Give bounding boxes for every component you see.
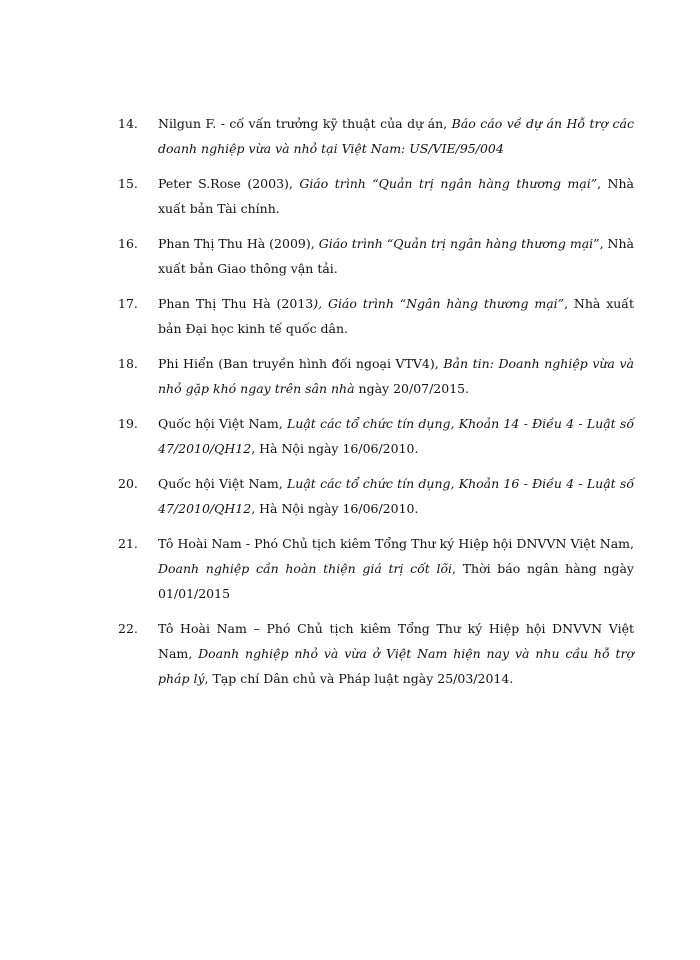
reference-segment: , Tạp chí Dân chủ và Pháp luật ngày 25/03/2014. [204, 671, 514, 686]
reference-item [118, 351, 634, 401]
reference-title: Giáo trình “Quản trị ngân hàng thương mại” [318, 236, 600, 251]
reference-segment: , Nhà xuất bản Giao thông vận tải. [158, 236, 634, 276]
reference-number: 19. [118, 416, 138, 431]
reference-title: Luật các tổ chức tín dụng, Khoản 16 - Điều 4 - Luật số 47/2010/QH12 [158, 476, 634, 516]
reference-text [158, 291, 634, 341]
reference-segment: Phan Thị Thu Hà (2009), [158, 236, 319, 251]
reference-title: Giáo trình “Quản trị ngân hàng thương mại” [299, 176, 598, 191]
reference-text [158, 351, 634, 401]
reference-number: 15. [118, 176, 138, 191]
reference-item [118, 411, 634, 461]
reference-segment: Nilgun F. - cố vấn trưởng kỹ thuật của dự án, [158, 116, 452, 131]
reference-number: 22. [118, 621, 138, 636]
reference-segment: Quốc hội Việt Nam, [158, 416, 287, 431]
reference-list [118, 111, 634, 701]
reference-text [158, 531, 634, 606]
reference-item [118, 111, 634, 161]
reference-segment: Tô Hoài Nam – Phó Chủ tịch kiêm Tổng Thư ký Hiệp hội DNVVN Việt Nam, [158, 621, 634, 661]
reference-title: Bản tin: Doanh nghiệp vừa và nhỏ gặp khó ngay trên sân nhà [158, 356, 634, 396]
reference-number: 18. [118, 356, 138, 371]
reference-item [118, 471, 634, 521]
reference-item [118, 616, 634, 691]
reference-text [158, 111, 634, 161]
reference-segment: , Hà Nội ngày 16/06/2010. [251, 501, 419, 516]
reference-segment: Tô Hoài Nam - Phó Chủ tịch kiêm Tổng Thư ký Hiệp hội DNVVN Việt Nam, [158, 536, 634, 551]
reference-segment: ngày 20/07/2015. [354, 381, 470, 396]
reference-text [158, 171, 634, 221]
reference-item [118, 171, 634, 221]
reference-number: 17. [118, 296, 138, 311]
reference-title: Báo cáo về dự án Hỗ trợ các doanh nghiệp vừa và nhỏ tại Việt Nam: US/VIE/95/004 [158, 116, 635, 156]
reference-segment: Peter S.Rose (2003), [158, 176, 300, 191]
reference-title: Doanh nghiệp nhỏ và vừa ở Việt Nam hiện nay và nhu cầu hỗ trợ pháp lý [158, 646, 634, 686]
reference-segment: , Hà Nội ngày 16/06/2010. [251, 441, 419, 456]
reference-text [158, 471, 634, 521]
reference-title: ), Giáo trình “Ngân hàng thương mại” [313, 296, 565, 311]
reference-segment: Phi Hiển (Ban truyền hình đối ngoại VTV4), [158, 356, 444, 371]
reference-segment: , Thời báo ngân hàng ngày 01/01/2015 [158, 561, 634, 601]
reference-item [118, 231, 634, 281]
reference-title: Luật các tổ chức tín dụng, Khoản 14 - Điều 4 - Luật số 47/2010/QH12 [158, 416, 634, 456]
reference-text [158, 231, 634, 281]
reference-item [118, 291, 634, 341]
reference-text [158, 411, 634, 461]
reference-number: 21. [118, 536, 138, 551]
reference-number: 20. [118, 476, 138, 491]
reference-title: Doanh nghiệp cần hoàn thiện giá trị cốt lõi [158, 561, 453, 576]
reference-number: 14. [118, 116, 138, 131]
reference-text [158, 616, 634, 691]
reference-segment: , Nhà xuất bản Đại học kinh tế quốc dân. [158, 296, 634, 336]
reference-number: 16. [118, 236, 138, 251]
reference-segment: , Nhà xuất bản Tài chính. [158, 176, 634, 216]
reference-segment: Quốc hội Việt Nam, [158, 476, 287, 491]
reference-item [118, 531, 634, 606]
reference-segment: Phan Thị Thu Hà (2013 [158, 296, 314, 311]
